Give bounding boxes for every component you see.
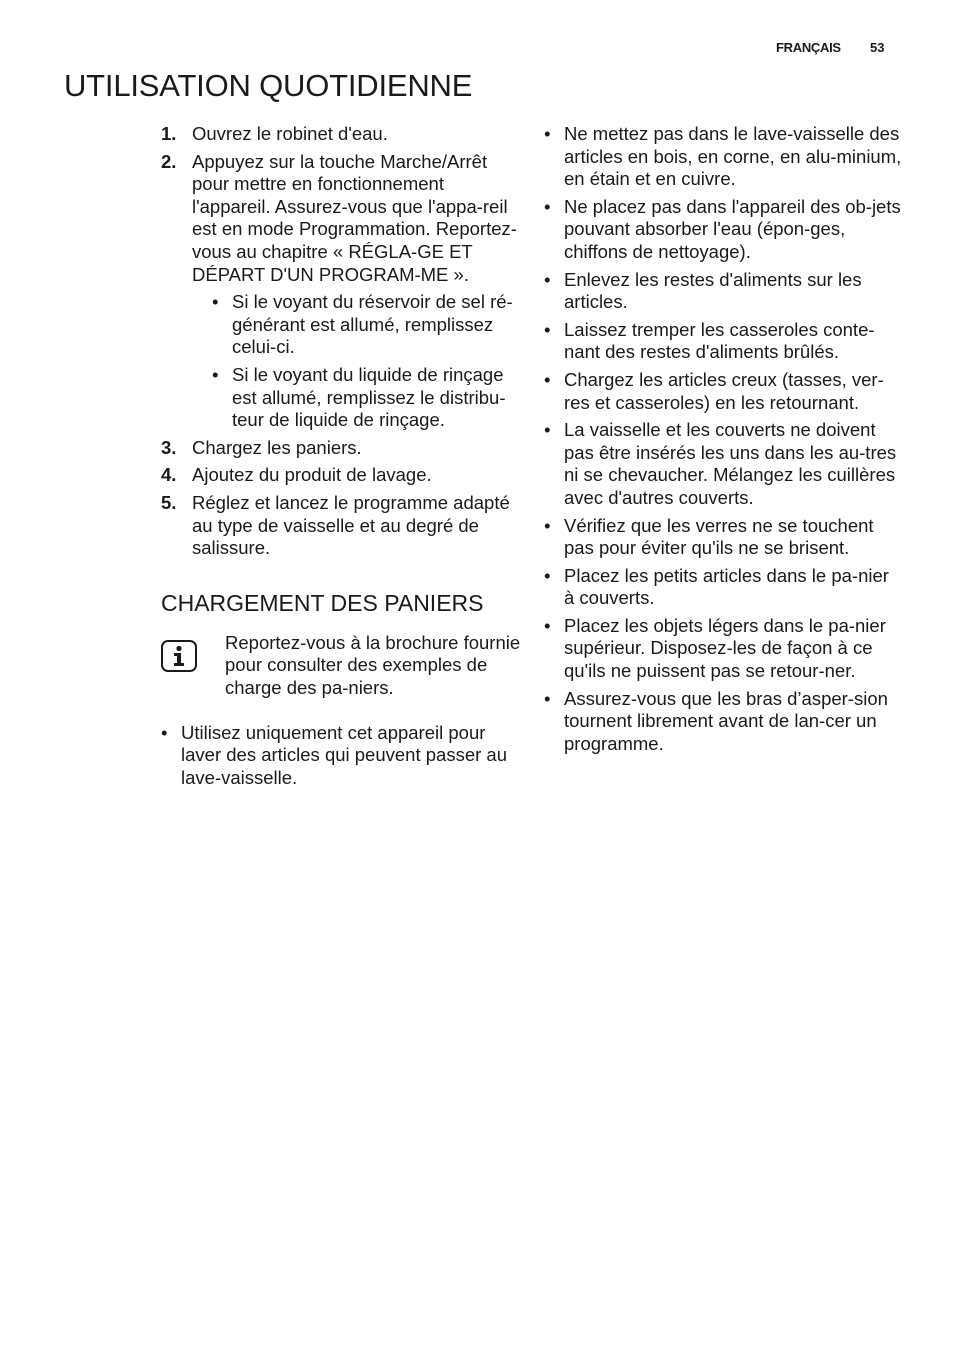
bullet-text: Ne mettez pas dans le lave-vaisselle des articles en bois, en corne, en alu-minium, en étain et en cuivre. xyxy=(564,123,902,190)
step-text: Chargez les paniers. xyxy=(192,436,362,458)
bullet-item xyxy=(161,722,521,790)
step-text: Ajoutez du produit de lavage. xyxy=(192,464,432,486)
loading-bullet-list xyxy=(161,722,521,790)
bullet-item xyxy=(544,369,904,414)
step-item xyxy=(161,151,521,432)
step-number: 5. xyxy=(161,491,177,513)
bullet-icon: • xyxy=(544,514,551,536)
bullet-icon: • xyxy=(544,687,551,709)
bullet-icon: • xyxy=(544,614,551,636)
bullet-text: Chargez les articles creux (tasses, ver-res et casseroles) en les retournant. xyxy=(564,368,884,413)
bullet-icon: • xyxy=(544,195,551,217)
bullet-item xyxy=(544,319,904,364)
bullet-item xyxy=(544,419,904,509)
sub-bullet-text: Si le voyant du liquide de rinçage est allumé, remplissez le distribu-teur de liquide de rinçage. xyxy=(232,363,506,431)
bullet-text: Utilisez uniquement cet appareil pour laver des articles qui peuvent passer au lave-vaisselle. xyxy=(181,721,507,788)
step-item xyxy=(161,123,521,146)
page-title: UTILISATION QUOTIDIENNE xyxy=(64,68,473,103)
bullet-item xyxy=(544,123,904,191)
step-text: Appuyez sur la touche Marche/Arrêt pour mettre en fonctionnement l'appareil. Assurez-vous que l'appa-reil est en mode Programmation. Reportez-vous au chapitre « RÉGLA-GE ET DÉPART D'UN PROGRAM-ME ». xyxy=(192,150,517,285)
left-column xyxy=(161,123,521,794)
bullet-icon: • xyxy=(544,123,551,144)
sub-bullet-item xyxy=(212,364,521,432)
steps-list xyxy=(161,123,521,560)
step-item xyxy=(161,464,521,487)
bullet-item xyxy=(544,269,904,314)
bullet-text: Assurez-vous que les bras d’asper-sion tournent librement avant de lan-cer un programme. xyxy=(564,687,888,754)
bullet-icon: • xyxy=(161,721,168,743)
sub-bullet-list xyxy=(192,291,521,432)
bullet-text: Placez les petits articles dans le pa-nier à couverts. xyxy=(564,564,889,609)
sub-bullet-item xyxy=(212,291,521,359)
step-item xyxy=(161,492,521,560)
bullet-icon: • xyxy=(212,291,219,313)
step-item xyxy=(161,437,521,460)
bullet-icon: • xyxy=(212,363,219,385)
step-number: 3. xyxy=(161,436,177,458)
bullet-icon: • xyxy=(544,419,551,441)
step-text: Réglez et lancez le programme adapté au type de vaisselle et au degré de salissure. xyxy=(192,491,510,559)
bullet-text: La vaisselle et les couverts ne doivent pas être insérés les uns dans les au-tres ni se chevaucher. Mélangez les cuillères avec d'autres couverts. xyxy=(564,419,897,508)
bullet-text: Placez les objets légers dans le pa-nier supérieur. Disposez-les de façon à ce qu'ils ne puissent pas se retour-ner. xyxy=(564,614,886,682)
bullet-icon: • xyxy=(544,368,551,390)
step-number: 2. xyxy=(161,150,177,172)
bullet-item xyxy=(544,615,904,683)
info-note xyxy=(161,632,521,722)
header-language: FRANÇAIS xyxy=(776,40,841,55)
step-text: Ouvrez le robinet d'eau. xyxy=(192,123,388,144)
bullet-icon: • xyxy=(544,564,551,586)
bullet-item xyxy=(544,688,904,756)
bullet-text: Ne placez pas dans l'appareil des ob-jets pouvant absorber l'eau (épon-ges, chiffons de nettoyage). xyxy=(564,195,901,262)
info-text: Reportez-vous à la brochure fournie pour consulter des exemples de charge des pa-niers. xyxy=(225,631,521,698)
bullet-icon: • xyxy=(544,318,551,340)
right-column xyxy=(544,123,904,760)
bullet-text: Laissez tremper les casseroles conte-nant des restes d'aliments brûlés. xyxy=(564,318,875,363)
bullet-item xyxy=(544,196,904,264)
bullet-text: Enlevez les restes d'aliments sur les articles. xyxy=(564,268,862,313)
bullet-item xyxy=(544,565,904,610)
bullet-icon: • xyxy=(544,268,551,290)
sub-bullet-text: Si le voyant du réservoir de sel ré-générant est allumé, remplissez celui-ci. xyxy=(232,291,513,358)
step-number: 4. xyxy=(161,464,177,486)
page-number: 53 xyxy=(870,40,885,55)
right-bullet-list xyxy=(544,123,904,755)
step-number: 1. xyxy=(161,123,177,144)
bullet-item xyxy=(544,515,904,560)
bullet-text: Vérifiez que les verres ne se touchent pas pour éviter qu'ils ne se brisent. xyxy=(564,514,874,559)
section-heading: CHARGEMENT DES PANIERS xyxy=(161,589,484,616)
info-icon xyxy=(161,640,197,672)
